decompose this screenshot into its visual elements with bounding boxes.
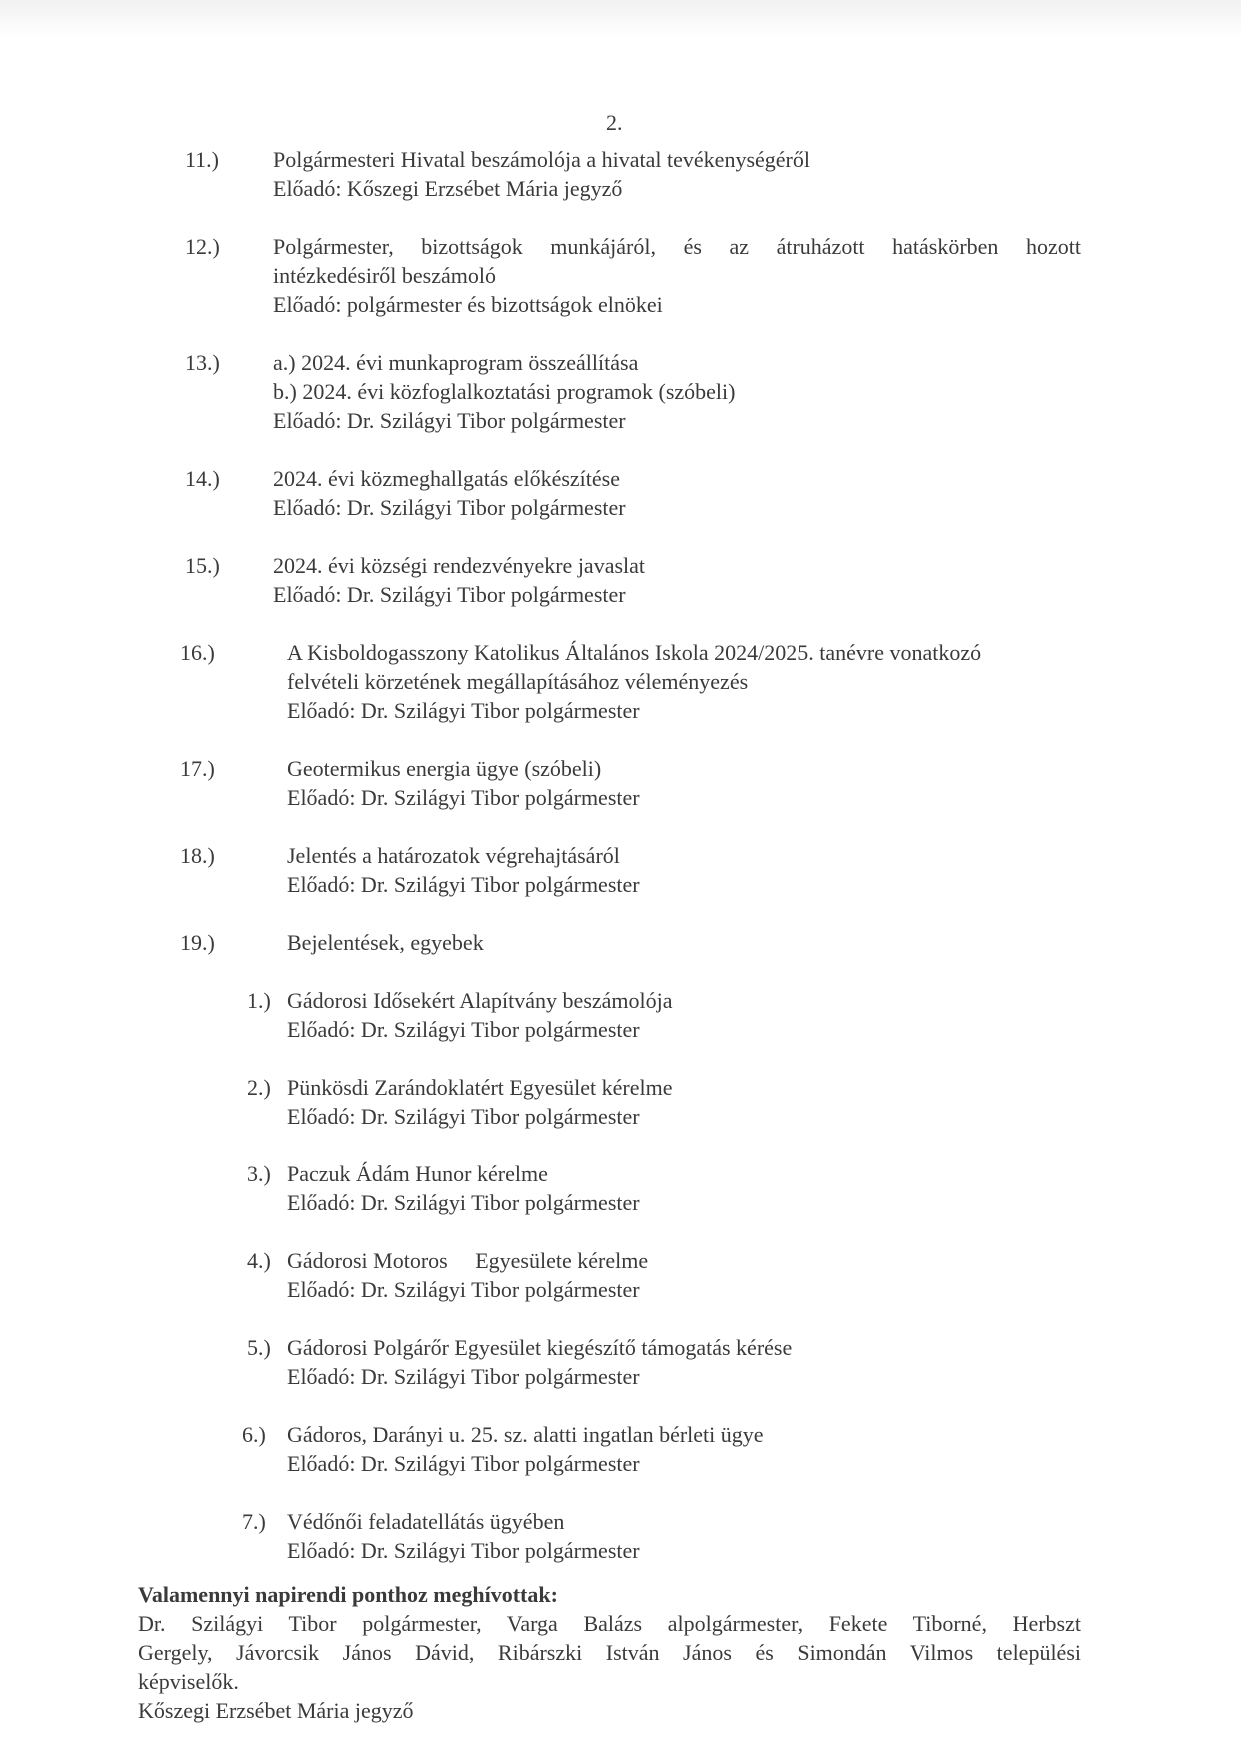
item-title-cont: felvételi körzetének megállapításához véleményezés [287, 669, 749, 694]
item-presenter: Előadó: Kőszegi Erzsébet Mária jegyző [273, 176, 623, 201]
subitem-presenter: Előadó: Dr. Szilágyi Tibor polgármester [287, 1538, 640, 1563]
item-presenter: Előadó: Dr. Szilágyi Tibor polgármester [287, 698, 640, 723]
item-title: Polgármester, bizottságok munkájáról, és az átruházott hatáskörben hozott [273, 234, 1081, 259]
item-number: 13.) [185, 350, 220, 375]
item-number: 15.) [185, 553, 220, 578]
subitem-presenter: Előadó: Dr. Szilágyi Tibor polgármester [287, 1017, 640, 1042]
item-presenter: Előadó: Dr. Szilágyi Tibor polgármester [287, 872, 640, 897]
subitem-number: 2.) [247, 1075, 271, 1100]
subitem-presenter: Előadó: Dr. Szilágyi Tibor polgármester [287, 1277, 640, 1302]
item-title: Jelentés a határozatok végrehajtásáról [287, 843, 620, 868]
item-number: 18.) [180, 843, 215, 868]
item-presenter: Előadó: Dr. Szilágyi Tibor polgármester [273, 582, 626, 607]
subitem-number: 4.) [247, 1248, 271, 1273]
item-presenter: Előadó: Dr. Szilágyi Tibor polgármester [273, 495, 626, 520]
item-number: 12.) [185, 234, 220, 259]
subitem-number: 6.) [242, 1422, 266, 1447]
item-title: 2024. évi közmeghallgatás előkészítése [273, 466, 620, 491]
item-number: 19.) [180, 930, 215, 955]
subitem-number: 3.) [247, 1161, 271, 1186]
page-number: 2. [606, 110, 623, 135]
subitem-number: 7.) [242, 1509, 266, 1534]
subitem-presenter: Előadó: Dr. Szilágyi Tibor polgármester [287, 1190, 640, 1215]
item-number: 11.) [185, 147, 220, 172]
subitem-number: 5.) [247, 1335, 271, 1360]
invitees-heading: Valamennyi napirendi ponthoz meghívottak: [138, 1582, 558, 1607]
item-title: Polgármesteri Hivatal beszámolója a hivatal tevékenységéről [273, 147, 810, 172]
item-presenter: Előadó: Dr. Szilágyi Tibor polgármester [273, 408, 626, 433]
item-title-b: b.) 2024. évi közfoglalkoztatási programok (szóbeli) [273, 379, 736, 404]
subitem-title: Gádorosi Idősekért Alapítvány beszámolója [287, 988, 673, 1013]
item-title-a: a.) 2024. évi munkaprogram összeállítása [273, 350, 639, 375]
subitem-title: Védőnői feladatellátás ügyében [287, 1509, 565, 1534]
subitem-title: Gádorosi Polgárőr Egyesület kiegészítő támogatás kérése [287, 1335, 793, 1360]
invitees-line: Gergely, Jávorcsik János Dávid, Ribárszki István János és Simondán Vilmos települési [138, 1640, 1081, 1665]
subitem-presenter: Előadó: Dr. Szilágyi Tibor polgármester [287, 1451, 640, 1476]
subitem-presenter: Előadó: Dr. Szilágyi Tibor polgármester [287, 1104, 640, 1129]
subitem-number: 1.) [247, 988, 271, 1013]
item-title: 2024. évi községi rendezvényekre javaslat [273, 553, 646, 578]
item-title: Geotermikus energia ügye (szóbeli) [287, 756, 602, 781]
signature: Kőszegi Erzsébet Mária jegyző [138, 1698, 414, 1723]
item-title: A Kisboldogasszony Katolikus Általános Iskola 2024/2025. tanévre vonatkozó [287, 640, 982, 665]
item-number: 17.) [180, 756, 215, 781]
subitem-presenter: Előadó: Dr. Szilágyi Tibor polgármester [287, 1364, 640, 1389]
subitem-title: Paczuk Ádám Hunor kérelme [287, 1161, 548, 1186]
invitees-line: képviselők. [138, 1669, 239, 1694]
item-title: Bejelentések, egyebek [287, 930, 484, 955]
subitem-title: Gádoros, Darányi u. 25. sz. alatti ingatlan bérleti ügye [287, 1422, 764, 1447]
subitem-title: Pünkösdi Zarándoklatért Egyesület kérelme [287, 1075, 673, 1100]
invitees-line: Dr. Szilágyi Tibor polgármester, Varga Balázs alpolgármester, Fekete Tiborné, Herbszt [138, 1611, 1081, 1636]
item-title-cont: intézkedésiről beszámoló [273, 263, 496, 288]
item-number: 16.) [180, 640, 215, 665]
subitem-title: Gádorosi Motoros Egyesülete kérelme [287, 1248, 649, 1273]
item-presenter: Előadó: Dr. Szilágyi Tibor polgármester [287, 785, 640, 810]
item-presenter: Előadó: polgármester és bizottságok elnökei [273, 292, 663, 317]
item-number: 14.) [185, 466, 220, 491]
